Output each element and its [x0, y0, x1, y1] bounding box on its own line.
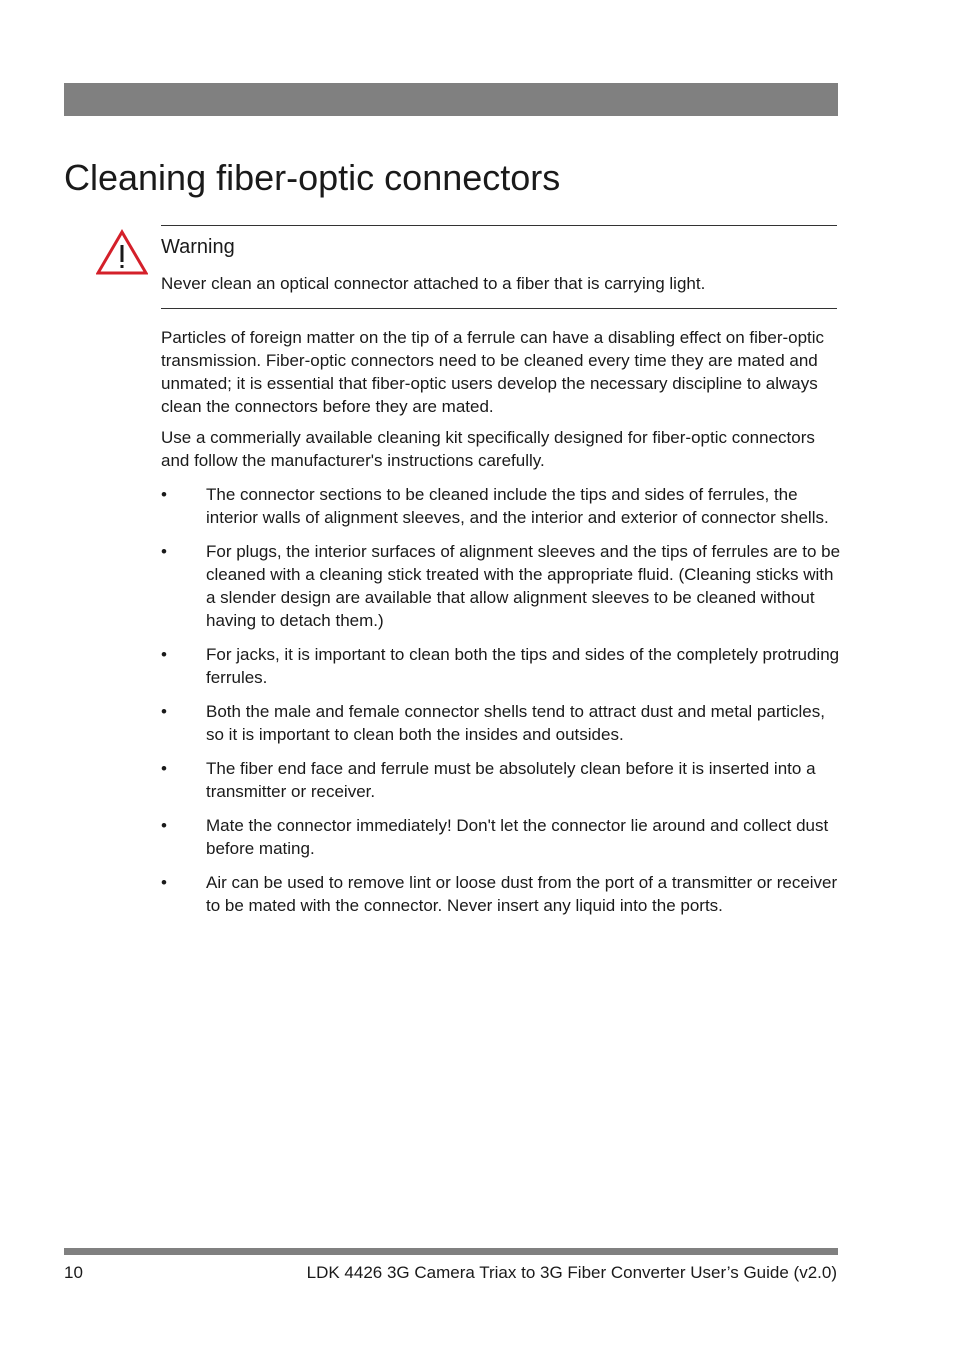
paragraph-cleaning-kit: Use a commerially available cleaning kit specifically designed for fiber-optic connectors and follow the manufacturer's instructions carefully. — [161, 428, 815, 470]
page-title: Cleaning fiber-optic connectors — [64, 157, 561, 198]
bullet-marker: • — [161, 702, 167, 721]
list-item — [161, 643, 841, 689]
list-item-text: Mate the connector immediately! Don't let the connector lie around and collect dust before mating. — [206, 816, 829, 858]
page-number: 10 — [64, 1263, 83, 1282]
bullet-marker: • — [161, 542, 167, 561]
footer-bar — [64, 1248, 838, 1255]
list-item-text: Air can be used to remove lint or loose dust from the port of a transmitter or receiver to be mated with the connector. Never insert any liquid into the ports. — [206, 873, 838, 915]
bullet-marker: • — [161, 759, 167, 778]
list-item-text: For plugs, the interior surfaces of alignment sleeves and the tips of ferrules are to be cleaned with a cleaning stick treated with the appropriate fluid. (Cleaning sticks with a slender design are available that allow alignment sleeves to be cleaned without having to detach them.) — [206, 542, 841, 630]
warning-heading: Warning — [161, 236, 235, 258]
list-item-text: The connector sections to be cleaned include the tips and sides of ferrules, the interior walls of alignment sleeves, and the interior and exterior of connector shells. — [206, 485, 829, 527]
list-item — [161, 871, 841, 917]
list-item — [161, 757, 841, 803]
list-item — [161, 483, 841, 529]
list-item-text: Both the male and female connector shells tend to attract dust and metal particles, so it is important to clean both the insides and outsides. — [206, 702, 825, 744]
bullet-marker: • — [161, 816, 167, 835]
list-item-text: The fiber end face and ferrule must be absolutely clean before it is inserted into a transmitter or receiver. — [206, 759, 816, 801]
header-bar — [64, 83, 838, 116]
list-item — [161, 814, 841, 860]
list-item — [161, 540, 841, 632]
list-item — [161, 700, 841, 746]
warning-triangle-icon — [96, 229, 148, 275]
paragraph-intro: Particles of foreign matter on the tip of a ferrule can have a disabling effect on fiber-optic transmission. Fiber-optic connectors need to be cleaned every time they are mated and unmated; it is essential that fiber-optic users develop the necessary discipline to always clean the connectors before they are mated. — [161, 328, 825, 416]
bullet-marker: • — [161, 485, 167, 504]
footer-document-title: LDK 4426 3G Camera Triax to 3G Fiber Converter User’s Guide (v2.0) — [306, 1263, 837, 1282]
list-item-text: For jacks, it is important to clean both the tips and sides of the completely protruding ferrules. — [206, 645, 840, 687]
warning-text: Never clean an optical connector attached to a fiber that is carrying light. — [161, 274, 706, 293]
bullet-marker: • — [161, 645, 167, 664]
bullet-list — [161, 483, 841, 928]
warning-box — [161, 225, 837, 309]
bullet-marker: • — [161, 873, 167, 892]
